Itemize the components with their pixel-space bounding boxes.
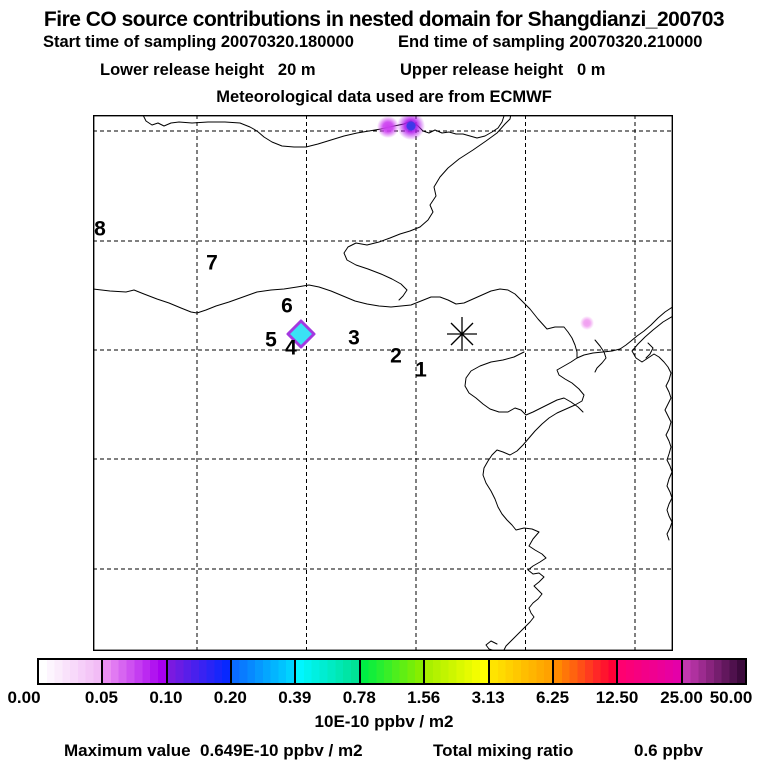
- colorbar-tick-labels: [0, 688, 768, 710]
- colorbar-tick-label: 0.05: [84, 688, 118, 707]
- plume-blob: [377, 116, 399, 138]
- colorbar-segment-3: [230, 660, 294, 683]
- map-canvas: [93, 115, 673, 651]
- trajectory-number-5: 5: [265, 328, 277, 352]
- colorbar-segment-7: [488, 660, 552, 683]
- coastline-path: [465, 352, 583, 415]
- trajectory-number-4: 4: [285, 336, 297, 360]
- map-gridlines: [93, 115, 673, 651]
- colorbar-segment-5: [359, 660, 423, 683]
- colorbar-segment-6: [423, 660, 487, 683]
- colorbar-tick-label: 6.25: [536, 688, 570, 707]
- colorbar-tick-label: 0.20: [213, 688, 247, 707]
- plume-blob: [580, 316, 594, 330]
- colorbar-tick-label: 0.39: [278, 688, 312, 707]
- start-time-label: Start time of sampling 20070320.180000: [43, 33, 354, 51]
- colorbar-tick-label: 25.00: [660, 688, 703, 707]
- met-data-label: Meteorological data used are from ECMWF: [216, 88, 552, 106]
- colorbar-segment-1: [101, 660, 165, 683]
- colorbar-segment-2: [166, 660, 230, 683]
- plume-blob-core: [407, 122, 416, 131]
- coastline-path: [143, 115, 511, 300]
- colorbar-tick-label: 12.50: [595, 688, 639, 707]
- map-markers: [288, 115, 594, 351]
- colorbar-tick-label: 50.00: [709, 688, 753, 707]
- colorbar-segment-0: [39, 660, 101, 683]
- trajectory-number-8: 8: [94, 217, 106, 241]
- trajectory-number-7: 7: [206, 251, 218, 275]
- colorbar-segment-10: [681, 660, 745, 683]
- colorbar: [37, 658, 747, 685]
- colorbar-segment-9: [616, 660, 680, 683]
- colorbar-tick-label: 0.10: [149, 688, 183, 707]
- coastlines: [93, 115, 673, 651]
- trajectory-number-3: 3: [348, 326, 360, 350]
- coastline-path: [93, 285, 584, 650]
- coastline-path: [595, 340, 606, 372]
- colorbar-segment-8: [552, 660, 616, 683]
- total-mixing-ratio-label: Total mixing ratio: [433, 741, 574, 760]
- coastline-path: [486, 641, 497, 651]
- colorbar-tick-label: 0.78: [342, 688, 376, 707]
- lower-release-height-label: Lower release height 20 m: [100, 61, 316, 79]
- colorbar-tick-label: 3.13: [471, 688, 505, 707]
- colorbar-segment-4: [294, 660, 358, 683]
- map-frame: [94, 116, 673, 651]
- total-mixing-ratio-value: 0.6 ppbv: [634, 741, 703, 760]
- trajectory-number-2: 2: [390, 344, 402, 368]
- trajectory-number-6: 6: [281, 294, 293, 318]
- colorbar-tick-label: 0.00: [7, 688, 41, 707]
- maximum-value-label: Maximum value 0.649E-10 ppbv / m2: [64, 741, 363, 760]
- upper-release-height-label: Upper release height 0 m: [400, 61, 606, 79]
- end-time-label: End time of sampling 20070320.210000: [398, 33, 703, 51]
- colorbar-unit-label: 10E-10 ppbv / m2: [314, 712, 454, 731]
- plot-title: Fire CO source contributions in nested domain for Shangdianzi_200703: [43, 8, 725, 31]
- colorbar-tick-label: 1.56: [407, 688, 441, 707]
- trajectory-number-1: 1: [415, 358, 427, 382]
